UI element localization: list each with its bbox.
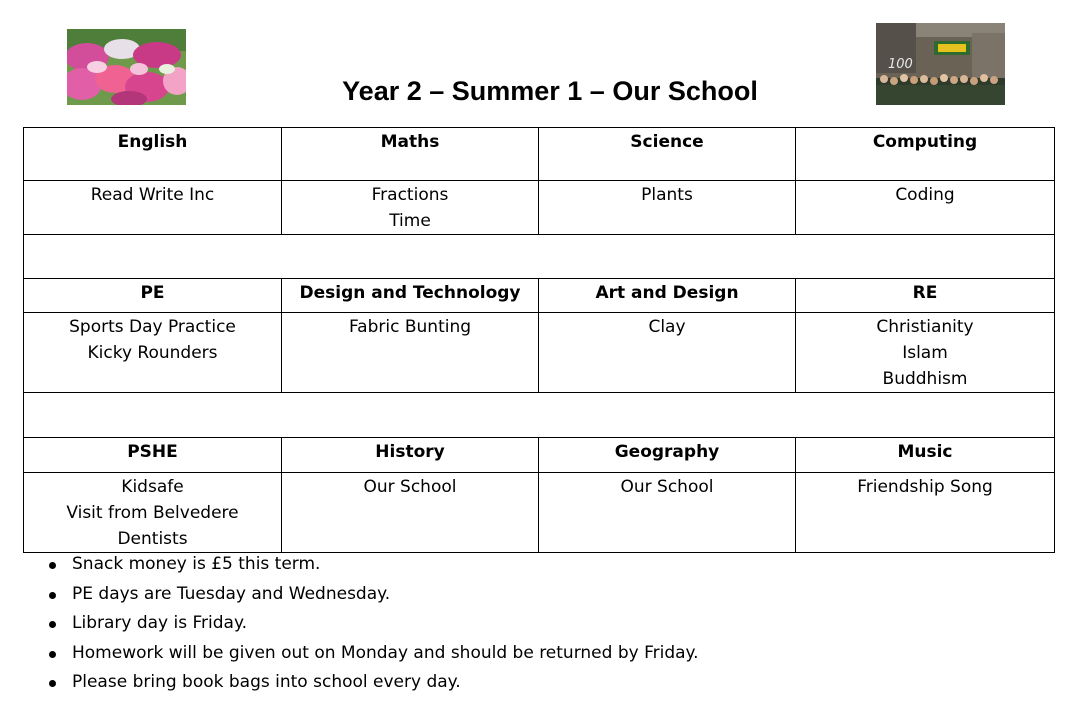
- topic-cell: [796, 181, 1055, 235]
- subject-header: Maths: [282, 128, 539, 181]
- note-item: [0, 639, 699, 669]
- spacer-cell: [24, 393, 1055, 438]
- subject-header: English: [24, 128, 282, 181]
- topic-cell: [539, 313, 796, 393]
- topic-line: Christianity: [876, 317, 974, 337]
- topic-cell: [796, 473, 1055, 553]
- spacer-cell: [24, 235, 1055, 279]
- topic-row: [24, 473, 1055, 553]
- topic-cell: [24, 181, 282, 235]
- notes-list: [0, 550, 699, 698]
- note-text: Homework will be given out on Monday and should be returned by Friday.: [72, 642, 699, 663]
- subject-header-row: [24, 438, 1055, 473]
- svg-text:100: 100: [888, 57, 913, 72]
- topic-line: Buddhism: [882, 369, 968, 389]
- subject-header-row: [24, 279, 1055, 313]
- topic-line: Clay: [648, 317, 686, 337]
- note-text: Please bring book bags into school every day.: [72, 672, 461, 692]
- page-title: Year 2 – Summer 1 – Our School: [342, 76, 758, 106]
- subject-header: Music: [796, 438, 1055, 473]
- curriculum-table: [23, 127, 1055, 553]
- topic-cell: [539, 181, 796, 235]
- topic-line: Plants: [641, 185, 693, 205]
- subject-header: PE: [24, 279, 282, 313]
- topic-line: Fractions: [371, 185, 449, 205]
- topic-line: Coding: [895, 185, 955, 205]
- note-item: [0, 580, 699, 610]
- topic-cell: [539, 473, 796, 553]
- subject-header: PSHE: [24, 438, 282, 473]
- topic-line: Time: [389, 211, 431, 231]
- note-item: [0, 668, 699, 698]
- subject-header: History: [282, 438, 539, 473]
- topic-line: Our School: [620, 477, 714, 497]
- topic-cell: [282, 313, 539, 393]
- topic-line: Kicky Rounders: [87, 343, 218, 363]
- subject-header: Computing: [796, 128, 1055, 181]
- note-item: [0, 550, 699, 580]
- subject-header: Design and Technology: [282, 279, 539, 313]
- subject-header: Science: [539, 128, 796, 181]
- bullet-icon: [49, 592, 56, 599]
- topic-line: Read Write Inc: [90, 185, 215, 205]
- spacer-row: [24, 393, 1055, 438]
- topic-cell: [24, 473, 282, 553]
- topic-line: Sports Day Practice: [69, 317, 236, 337]
- topic-line: Our School: [363, 477, 457, 497]
- note-text: Library day is Friday.: [72, 613, 248, 633]
- bullet-icon: [49, 562, 56, 569]
- bullet-icon: [49, 680, 56, 687]
- topic-row: [24, 313, 1055, 393]
- subject-header-row: [24, 128, 1055, 181]
- topic-line: Friendship Song: [857, 477, 993, 497]
- topic-cell: [282, 473, 539, 553]
- bullet-icon: [49, 651, 56, 658]
- topic-cell: [796, 313, 1055, 393]
- subject-header: RE: [796, 279, 1055, 313]
- subject-header: Art and Design: [539, 279, 796, 313]
- topic-line: Visit from Belvedere: [66, 503, 239, 523]
- topic-line: Dentists: [117, 529, 188, 549]
- topic-line: Islam: [902, 343, 948, 363]
- note-item: [0, 609, 699, 639]
- note-text: Snack money is £5 this term.: [72, 554, 321, 574]
- topic-row: [24, 181, 1055, 235]
- topic-cell: [282, 181, 539, 235]
- topic-cell: [24, 313, 282, 393]
- note-text: PE days are Tuesday and Wednesday.: [72, 583, 391, 604]
- bullet-icon: [49, 621, 56, 628]
- spacer-row: [24, 235, 1055, 279]
- subject-header: Geography: [539, 438, 796, 473]
- topic-line: Fabric Bunting: [348, 317, 472, 337]
- topic-line: Kidsafe: [121, 477, 184, 497]
